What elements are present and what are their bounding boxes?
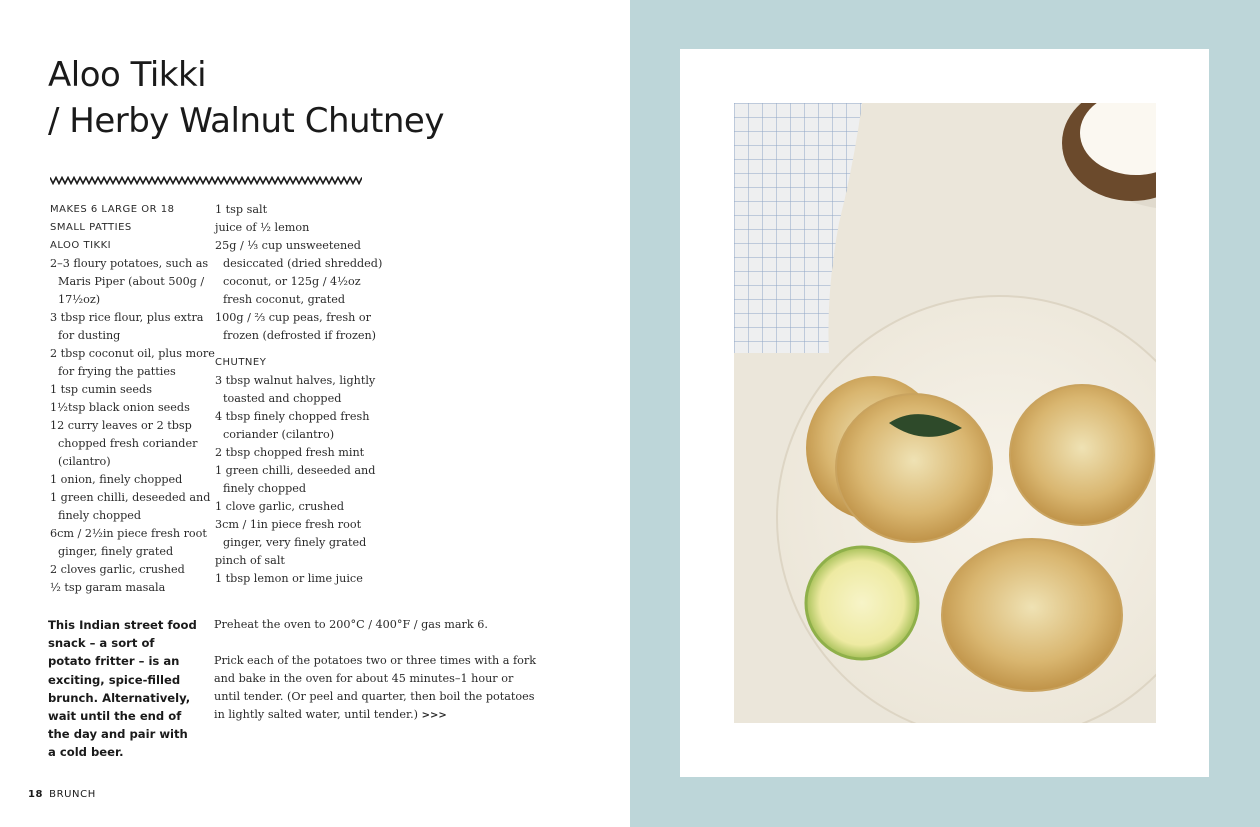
- zigzag-divider: [50, 176, 362, 185]
- ingredient-line: for frying the patties: [58, 365, 176, 378]
- ingredient-line: 17½oz): [58, 293, 101, 306]
- section-name: BRUNCH: [49, 789, 96, 800]
- ingredient-line: pinch of salt: [215, 554, 285, 567]
- page-number: 18: [28, 789, 44, 800]
- ingredient-line: toasted and chopped: [223, 392, 342, 405]
- ingredient-line: 1 onion, finely chopped: [50, 473, 183, 486]
- ingredients-column-1: [50, 201, 215, 597]
- ingredient-line: juice of ½ lemon: [215, 221, 310, 234]
- method-step-2-line-4-wrap: [214, 706, 524, 725]
- ingredient-line: coriander (cilantro): [223, 428, 335, 441]
- method-step-1: [214, 616, 524, 634]
- ingredient-line: 2–3 floury potatoes, such as: [50, 257, 209, 270]
- spacer: [215, 345, 375, 354]
- ingredient-line: 4 tbsp finely chopped fresh: [215, 410, 370, 423]
- ingredient-line: 2 tbsp chopped fresh mint: [215, 446, 365, 459]
- lemon-image: [806, 547, 918, 659]
- method-step-2-line-1: Prick each of the potatoes two or three times with a fork: [214, 654, 536, 667]
- ingredient-line: ½ tsp garam masala: [50, 581, 166, 594]
- ingredient-line: 3cm / 1in piece fresh root: [215, 518, 362, 531]
- ingredient-line: ginger, very finely grated: [223, 536, 367, 549]
- ingredient-line: 1 tsp salt: [215, 203, 268, 216]
- ingredient-line: ginger, finely grated: [58, 545, 174, 558]
- section-heading: SMALL PATTIES: [50, 222, 132, 233]
- ingredient-line: 1 tbsp lemon or lime juice: [215, 572, 363, 585]
- ingredient-line: finely chopped: [58, 509, 142, 522]
- patty-image-bottom: [942, 539, 1122, 691]
- ingredient-line: 2 cloves garlic, crushed: [50, 563, 185, 576]
- section-heading: ALOO TIKKI: [50, 240, 112, 251]
- ingredient-line: 1 tsp cumin seeds: [50, 383, 152, 396]
- ingredient-line: 3 tbsp rice flour, plus extra: [50, 311, 204, 324]
- intro-text: This Indian street food snack – a sort of potato fritter – is an exciting, spice-filled brunch. Alternatively, wait until the end of the day and pair with a cold beer.: [48, 618, 197, 760]
- ingredient-line: 1 green chilli, deseeded and: [215, 464, 376, 477]
- recipe-title-line-2: / Herby Walnut Chutney: [48, 101, 444, 141]
- ingredient-line: 3 tbsp walnut halves, lightly: [215, 374, 376, 387]
- ingredient-line: finely chopped: [223, 482, 307, 495]
- ingredient-line: 12 curry leaves or 2 tbsp: [50, 419, 192, 432]
- recipe-title: [48, 52, 444, 144]
- ingredient-line: 1 green chilli, deseeded and: [50, 491, 211, 504]
- method-step-2-line-4: in lightly salted water, until tender.): [214, 708, 418, 721]
- method-text: [214, 616, 536, 743]
- method-step-2-line-3: until tender. (Or peel and quarter, then boil the potatoes: [214, 690, 535, 703]
- continue-arrows: >>>: [421, 710, 447, 721]
- ingredient-line: 1½tsp black onion seeds: [50, 401, 190, 414]
- ingredient-line: coconut, or 125g / 4½oz: [223, 275, 361, 288]
- ingredient-line: 1 clove garlic, crushed: [215, 500, 345, 513]
- ingredient-line: Maris Piper (about 500g /: [58, 275, 205, 288]
- section-heading: MAKES 6 LARGE OR 18: [50, 204, 175, 215]
- food-photo: [734, 103, 1156, 723]
- method-step-2: [214, 652, 536, 725]
- ingredient-line: 2 tbsp coconut oil, plus more: [50, 347, 215, 360]
- ingredient-line: chopped fresh coriander: [58, 437, 198, 450]
- method-step-1-line: Preheat the oven to 200°C / 400°F / gas mark 6.: [214, 618, 488, 631]
- recipe-title-line-1: Aloo Tikki: [48, 55, 207, 95]
- ingredient-line: 25g / ⅓ cup unsweetened: [215, 239, 361, 252]
- section-heading: CHUTNEY: [215, 357, 267, 368]
- ingredient-line: 100g / ⅔ cup peas, fresh or: [215, 311, 371, 324]
- ingredient-line: 6cm / 2½in piece fresh root: [50, 527, 207, 540]
- method-step-2-line-2: and bake in the oven for about 45 minutes–1 hour or: [214, 672, 514, 685]
- page-footer: [28, 789, 96, 800]
- ingredient-line: desiccated (dried shredded): [223, 257, 383, 270]
- ingredient-line: fresh coconut, grated: [223, 293, 346, 306]
- ingredient-line: for dusting: [58, 329, 121, 342]
- ingredient-line: (cilantro): [58, 455, 111, 468]
- patty-image-right: [1010, 385, 1154, 525]
- ingredients-column-2: [215, 201, 383, 588]
- ingredient-line: frozen (defrosted if frozen): [223, 329, 377, 342]
